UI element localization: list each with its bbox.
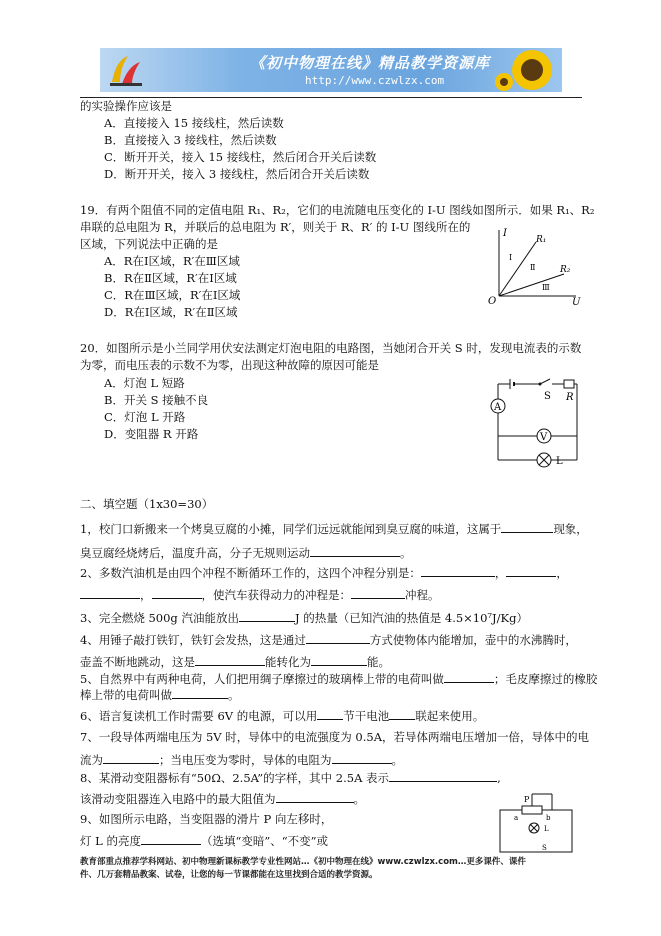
q19-option-b: B．R在Ⅱ区域，R′在Ⅰ区域 — [104, 271, 237, 285]
voltmeter-label: V — [540, 432, 548, 443]
answer-blank[interactable] — [195, 654, 265, 666]
answer-blank[interactable] — [276, 791, 354, 803]
answer-blank[interactable] — [444, 671, 494, 683]
graph-region-2: Ⅱ — [530, 263, 536, 272]
answer-blank[interactable] — [103, 752, 159, 764]
footer-line-2: 件、几万套精品教案、试卷，让您的每一节课都能在这里找到合适的教学资源。 — [80, 870, 378, 880]
q20-line-1: 20．如图所示是小兰同学用伏安法测定灯泡电阻的电路图，当她闭合开关 S 时，发现电流表的示数 — [80, 341, 582, 355]
answer-blank[interactable] — [141, 833, 201, 845]
answer-blank[interactable] — [310, 545, 400, 557]
fill-line-10: 6、语言复读机工作时需要 6V 的电源，可以用 节干电池 联起来使用。 — [80, 709, 485, 723]
fill-line-13: 8、某滑动变阻器标有“50Ω、2.5A”的字样，其中 2.5A 表示 , — [80, 771, 501, 785]
sunflower-icon — [492, 48, 562, 92]
q19-option-d: D．R在Ⅰ区域，R′在Ⅱ区域 — [104, 305, 238, 319]
graph-label-u: U — [572, 297, 581, 306]
switch-label-q9: S — [542, 844, 547, 852]
graph-label-r1: R₁ — [536, 235, 547, 245]
answer-blank[interactable] — [317, 708, 343, 720]
q18-continuation: 的实验操作应该是 — [80, 99, 172, 113]
q19-line-1: 19．有两个阻值不同的定值电阻 R₁、R₂，它们的电流随电压变化的 I-U 图线如图所示．如果 R₁、R₂ — [80, 203, 595, 217]
footer — [80, 856, 526, 882]
circuit-diagram-q9 — [492, 792, 582, 856]
rheostat-label: R — [566, 392, 574, 403]
answer-blank[interactable] — [152, 587, 202, 599]
graph-label-i: I — [503, 228, 507, 239]
answer-blank[interactable] — [332, 752, 392, 764]
fill-line-11: 7、一段导体两端电压为 5V 时，导体中的电流强度为 0.5A，若导体两端电压增加一倍，导体中的电 — [80, 730, 589, 744]
fill-line-3: 2、多数汽油机是由四个冲程不断循环工作的，这四个冲程分别是： ， ， — [80, 566, 568, 580]
graph-region-3: Ⅲ — [542, 283, 550, 292]
banner-title: 《初中物理在线》精品教学资源库 — [250, 54, 491, 72]
answer-blank[interactable] — [421, 565, 495, 577]
terminal-a-label: a — [514, 814, 519, 822]
section-title: 二、填空题（1x30=30） — [80, 497, 214, 511]
fill-line-14: 该滑动变阻器连入电路中的最大阻值为 。 — [80, 792, 365, 806]
q18-option-a: A．直接接入 15 接线柱，然后读数 — [104, 116, 284, 130]
q18-option-b: B．直接接入 3 接线柱，然后读数 — [104, 133, 277, 147]
q18-option-d: D．断开开关，接入 3 接线柱，然后闭合开关后读数 — [104, 167, 370, 181]
terminal-b-label: b — [546, 814, 551, 822]
ammeter-label: A — [494, 402, 502, 413]
q18-option-c: C．断开开关，接入 15 接线柱，然后闭合开关后读数 — [104, 150, 377, 164]
fill-line-15: 9、如图所示电路，当变阻器的滑片 P 向左移时， — [80, 812, 333, 826]
answer-blank[interactable] — [389, 708, 415, 720]
fill-line-7: 壶盖不断地跳动，这是 能转化为 能。 — [80, 655, 390, 669]
site-logo-icon — [106, 50, 146, 90]
fill-line-9: 棒上带的电荷叫做 。 — [80, 688, 240, 702]
answer-blank[interactable] — [239, 610, 295, 622]
answer-blank[interactable] — [311, 654, 367, 666]
fill-line-6: 4、用锤子敲打铁钉，铁钉会发热，这是通过 方式使物体内能增加，壶中的水沸腾时， — [80, 633, 577, 647]
slider-label: P — [524, 795, 530, 804]
lamp-label: L — [556, 456, 563, 467]
answer-blank[interactable] — [506, 565, 556, 577]
answer-blank[interactable] — [501, 521, 553, 533]
fill-line-4: ， ，使汽车获得动力的冲程是： 冲程。 — [80, 587, 440, 602]
fill-line-12: 流为 ；当电压变为零时，导体的电阻为 。 — [80, 753, 403, 767]
q20-option-a: A．灯泡 L 短路 — [104, 376, 185, 390]
switch-label: S — [544, 391, 551, 402]
q19-option-c: C．R在Ⅲ区域，R′在Ⅰ区域 — [104, 288, 241, 302]
answer-blank[interactable] — [306, 632, 370, 644]
q20-option-b: B．开关 S 接触不良 — [104, 393, 209, 407]
q20-line-2: 为零，而电压表的示数不为零，出现这种故障的原因可能是 — [80, 358, 379, 372]
header-rule — [80, 97, 582, 98]
header-banner — [100, 48, 562, 92]
graph-label-o: O — [488, 296, 497, 306]
answer-blank[interactable] — [351, 587, 405, 599]
banner-url[interactable]: http://www.czwlzx.com — [305, 74, 445, 87]
q19-line-3: 区域，下列说法中正确的是 — [80, 237, 218, 251]
circuit-diagram-q20 — [484, 376, 580, 472]
q20-option-d: D．变阻器 R 开路 — [104, 427, 199, 441]
q19-option-a: A．R在Ⅰ区域，R′在Ⅲ区域 — [104, 254, 240, 268]
lamp-label-q9: L — [544, 825, 549, 833]
fill-line-8: 5、自然界中有两种电荷，人们把用绸子摩擦过的玻璃棒上带的电荷叫做 ；毛皮摩擦过的橡胶 — [80, 672, 598, 686]
iu-graph — [484, 224, 584, 306]
graph-region-1: Ⅰ — [509, 253, 513, 262]
answer-blank[interactable] — [80, 587, 140, 599]
fill-line-2: 臭豆腐经烧烤后，温度升高，分子无规则运动 。 — [80, 546, 412, 560]
answer-blank[interactable] — [389, 770, 497, 782]
q19-line-2: 串联的总电阻为 R，并联后的总电阻为 R′，则关于 R、R′ 的 I-U 图线所在的 — [80, 220, 471, 234]
answer-blank[interactable] — [172, 687, 228, 699]
fill-line-16: 灯 L 的亮度 （选填“变暗”、“不变”或 — [80, 834, 328, 848]
fill-line-1: 1，校门口新搬来一个烤臭豆腐的小摊，同学们远远就能闻到臭豆腐的味道，这属于 现象， — [80, 522, 588, 536]
graph-label-r2: R₂ — [560, 265, 571, 275]
q20-option-c: C．灯泡 L 开路 — [104, 410, 186, 424]
fill-line-5: 3、完全燃烧 500g 汽油能放出 J 的热量（已知汽油的热值是 4.5×10⁷J/Kg） — [80, 611, 528, 625]
footer-line-1: 教育部重点推荐学科网站、初中物理新课标教学专业性网站…《初中物理在线》www.czwlzx.com…更多课件、课件 — [80, 857, 526, 867]
